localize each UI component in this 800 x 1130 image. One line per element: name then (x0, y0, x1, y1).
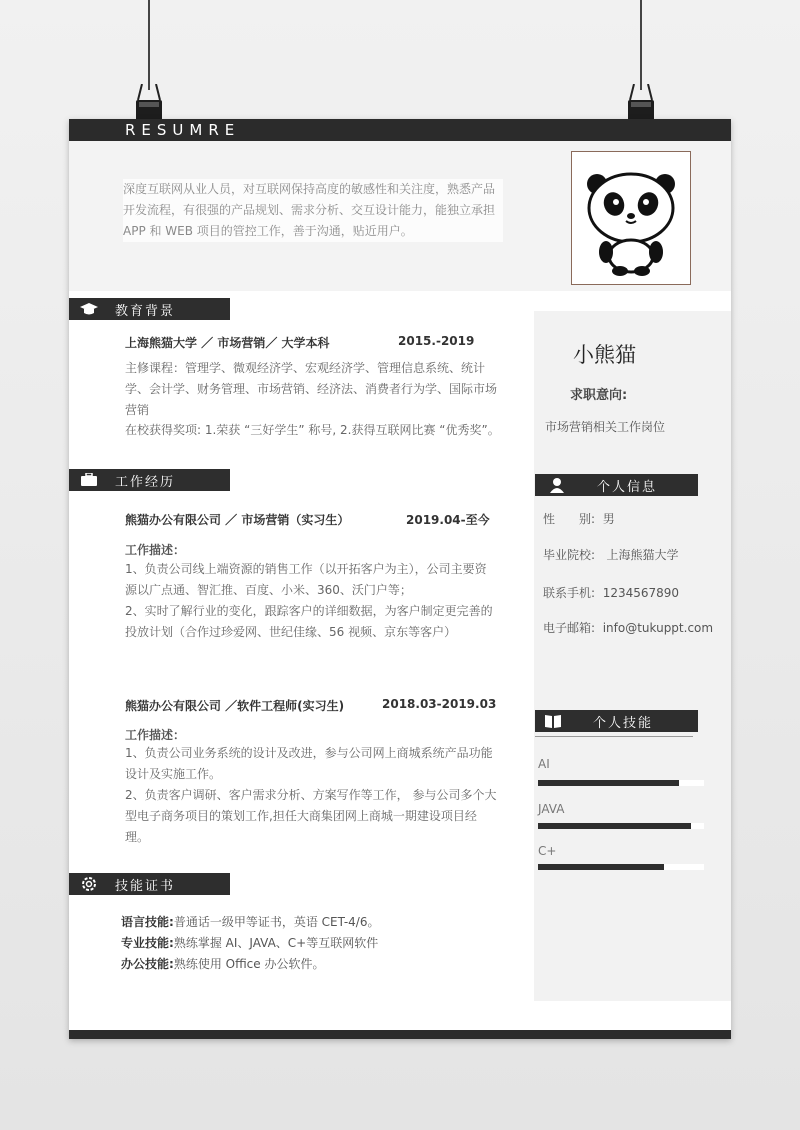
job-1-company-line: 熊猫办公有限公司 ／ 市场营销（实习生） (125, 513, 350, 527)
cert-item-language: 语言技能:普通话一级甲等证书，英语 CET-4/6。 (121, 915, 380, 929)
section-work-title: 工作经历 (115, 474, 176, 490)
personal-info-title: 个人信息 (597, 479, 658, 495)
sidebar (534, 311, 731, 1001)
skill-bar-java (538, 823, 704, 829)
cert-item-professional: 专业技能:熟练掌握 AI、JAVA、C+等互联网软件 (121, 936, 379, 950)
panda-avatar-icon (572, 152, 690, 284)
gear-icon (69, 875, 109, 893)
personal-skills-header (535, 710, 698, 732)
candidate-name: 小熊猫 (573, 343, 636, 367)
resume-paper (69, 119, 731, 1039)
job-1-desc-title: 工作描述： (125, 543, 186, 557)
skill-label-java: JAVA (538, 802, 565, 816)
hanging-string-right (640, 0, 642, 90)
job-2-company-line: 熊猫办公有限公司 ／软件工程师(实习生) (125, 699, 345, 713)
skill-fill-java (538, 823, 691, 829)
education-awards: 在校获得奖项: 1.荣获 “三好学生” 称号, 2.获得互联网比赛 “优秀奖”。 (125, 423, 500, 437)
skill-bar-cplus (538, 864, 704, 870)
info-gender: 性 别: 男 (543, 512, 615, 526)
resume-heading: RESUMRE (125, 121, 241, 139)
personal-info-header (535, 474, 698, 496)
skill-fill-cplus (538, 864, 664, 870)
section-education-header (69, 298, 230, 320)
section-certs-header (69, 873, 230, 895)
cert-item-office: 办公技能:熟练使用 Office 办公软件。 (121, 957, 325, 971)
top-bar (69, 119, 731, 141)
briefcase-icon (69, 473, 109, 487)
education-period: 2015.-2019 (398, 334, 475, 348)
info-school: 毕业院校: 上海熊猫大学 (543, 548, 679, 562)
intent-value: 市场营销相关工作岗位 (545, 420, 666, 434)
user-icon (535, 477, 579, 493)
education-school-line: 上海熊猫大学 ／ 市场营销／ 大学本科 (125, 336, 330, 350)
section-certs-title: 技能证书 (115, 878, 176, 894)
job-2-period: 2018.03-2019.03 (382, 697, 497, 711)
job-2-desc-title: 工作描述： (125, 728, 186, 742)
info-phone: 联系手机: 1234567890 (543, 586, 680, 600)
intro-text: 深度互联网从业人员，对互联网保持高度的敏感性和关注度，熟悉产品开发流程，有很强的产品规划、需求分析、交互设计能力，能独立承担 APP 和 WEB 项目的管控工作，善于沟通，贴近用户。 (123, 179, 503, 242)
profile-photo (571, 151, 691, 285)
section-education-title: 教育背景 (115, 303, 176, 319)
education-courses: 主修课程：管理学、微观经济学、宏观经济学、管理信息系统、统计学、会计学、财务管理、市场营销、经济法、消费者行为学、国际市场营销 (125, 361, 498, 417)
skill-fill-ai (538, 780, 679, 786)
skill-bar-ai (538, 780, 704, 786)
job-1-description: 1、负责公司线上端资源的销售工作（以开拓客户为主），公司主要资源以广点通、智汇推、百度、小米、360、沃门户等； 2、实时了解行业的变化，跟踪客户的详细数据，为客户制定更完善的投放计划（合作过珍爱网、世纪佳缘、56 视频、京东等客户） (125, 562, 493, 639)
graduation-cap-icon (69, 302, 109, 316)
personal-skills-title: 个人技能 (593, 715, 654, 731)
intent-label: 求职意向: (570, 388, 628, 403)
job-1-period: 2019.04-至今 (406, 513, 490, 527)
skills-underline (535, 736, 693, 737)
info-email: 电子邮箱: info@tukuppt.com (543, 621, 714, 635)
job-2-description: 1、负责公司业务系统的设计及改进，参与公司网上商城系统产品功能设计及实施工作。 2、负责客户调研、客户需求分析、方案写作等工作， 参与公司多个大型电子商务项目的策划工作,担任大商集团网上商城一期建设项目经理。 (125, 746, 497, 844)
bottom-bar (69, 1030, 731, 1039)
skill-label-cplus: C+ (538, 844, 557, 858)
book-icon (535, 713, 571, 729)
section-work-header (69, 469, 230, 491)
hanging-string-left (148, 0, 150, 90)
skill-label-ai: AI (538, 757, 550, 771)
